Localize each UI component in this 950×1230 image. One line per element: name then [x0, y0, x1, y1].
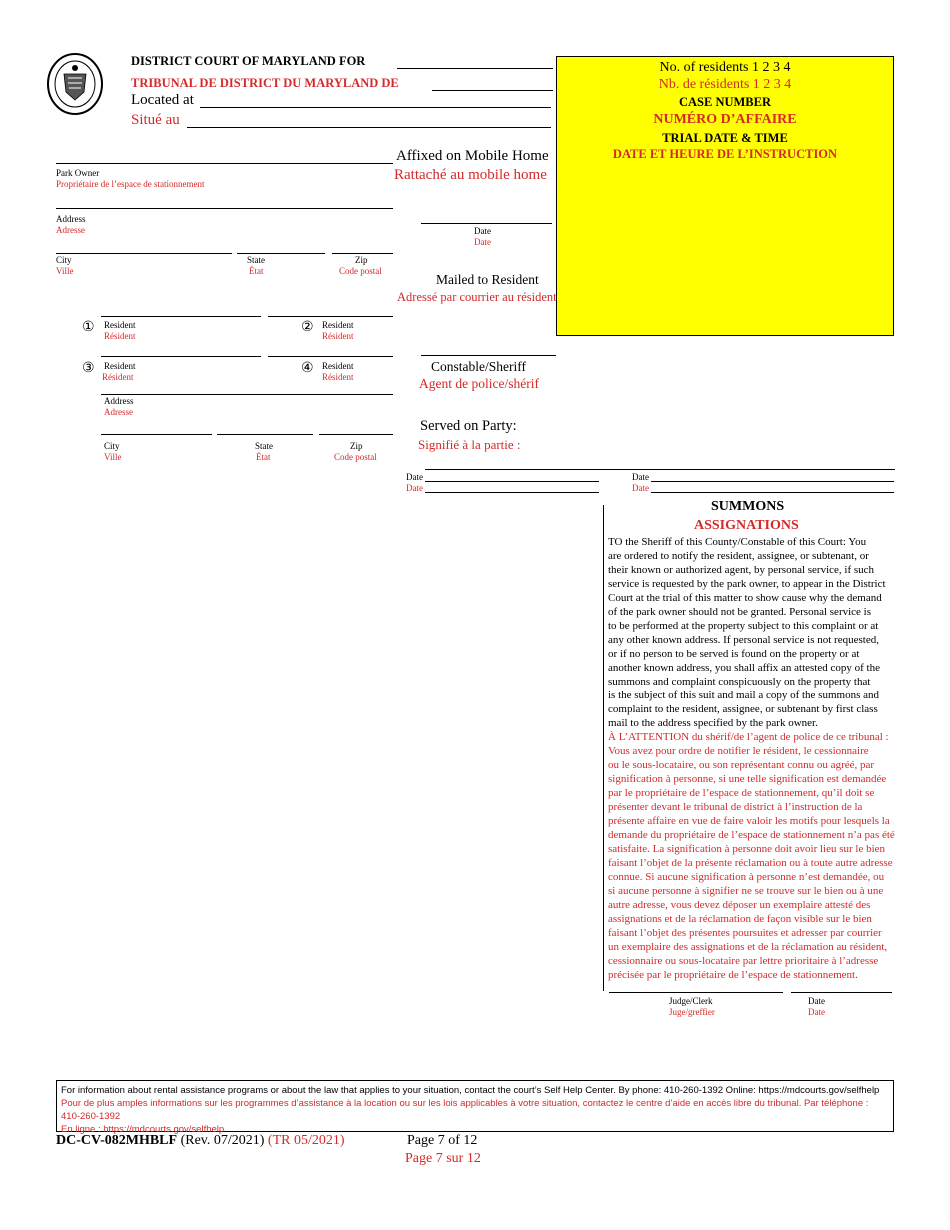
resident-city-line[interactable] — [101, 434, 212, 435]
served-date-label-2: Date — [632, 472, 649, 482]
served-label: Served on Party: — [420, 418, 517, 434]
case-number-label-fr: NUMÉRO D’AFFAIRE — [653, 112, 797, 127]
summons-text-fr — [608, 731, 898, 982]
resident-3-label: Resident — [104, 361, 136, 371]
mailed-label-fr: Adressé par courrier au résident — [397, 290, 557, 304]
summons-fr-line: demande du propriétaire de l’espace de stationnement n’a pas été — [608, 829, 895, 842]
resident-state-label-fr: État — [256, 452, 271, 462]
served-date-label-2-fr: Date — [632, 483, 649, 493]
park-owner-label-fr: Propriétaire de l’espace de stationnement — [56, 179, 205, 189]
located-fr-line[interactable] — [187, 127, 551, 128]
located-fr: Situé au — [131, 112, 180, 128]
resident-state-line[interactable] — [217, 434, 313, 435]
summons-en-line: are ordered to notify the resident, assignee, or subtenant, or — [608, 549, 869, 562]
resident-4-line[interactable] — [268, 356, 393, 357]
summons-en-line: Court at the trial of this matter to show cause why the demand — [608, 591, 882, 604]
summons-fr-line: si aucune personne à signifier ne se trouve sur le bien ou à une — [608, 884, 884, 897]
park-owner-state-label: State — [247, 255, 265, 265]
summons-en-line: complaint to the resident, assignee, or subtenant by first class — [608, 703, 878, 716]
self-help-info-fr: Pour de plus amples informations sur les programmes d’assistance à la location ou sur les lois applicables à votre situation, contactez le centre d’aide en accès libre du tribunal. Par téléphone : 410-260-1392 — [61, 1098, 869, 1122]
summons-fr-line: un exemplaire des assignations et de la réclamation au résident, — [608, 940, 888, 953]
constable-label-fr: Agent de police/shérif — [419, 376, 539, 391]
mailed-label: Mailed to Resident — [436, 272, 539, 287]
self-help-info-fr-online: En ligne : https://mdcourts.gov/selfhelp — [61, 1124, 225, 1135]
resident-4-label-fr: Résident — [322, 372, 354, 382]
summons-fr-line: À L’ATTENTION du shérif/de l’agent de police de ce tribunal : — [608, 731, 889, 744]
trial-date-label: TRIAL DATE & TIME — [662, 131, 788, 145]
resident-3-label-fr: Résident — [102, 372, 134, 382]
summons-title: SUMMONS — [711, 499, 785, 514]
park-owner-state-line[interactable] — [237, 253, 325, 254]
affixed-date-label: Date — [474, 226, 491, 236]
constable-label: Constable/Sheriff — [431, 359, 526, 374]
summons-en-line: mail to the address specified by the park owner. — [608, 717, 818, 730]
summons-en-line: of the park owner should not be granted. Personal service is — [608, 605, 872, 618]
residents-count-fr: Nb. de résidents 1 2 3 4 — [658, 77, 792, 92]
resident-2-label-fr: Résident — [322, 331, 354, 341]
form-tr: (TR 05/2021) — [267, 1133, 345, 1148]
form-id-line — [56, 1133, 345, 1149]
judge-line[interactable] — [609, 992, 783, 993]
located-line[interactable] — [200, 107, 551, 108]
judge-date-line[interactable] — [791, 992, 892, 993]
court-name-line[interactable] — [397, 68, 553, 69]
resident-address-label-fr: Adresse — [104, 407, 133, 417]
served-date-line-1b[interactable] — [425, 492, 599, 493]
park-owner-zip-line[interactable] — [332, 253, 393, 254]
summons-fr-line: présenter devant le tribunal de district à l’instruction de la — [608, 801, 863, 814]
judge-date-label-fr: Date — [808, 1007, 825, 1017]
resident-2-line[interactable] — [268, 316, 393, 317]
residents-count-en[interactable]: No. of residents 1 2 3 4 — [659, 60, 791, 75]
case-info-box — [556, 56, 894, 336]
summons-fr-line: connue. Si aucune signification à personne n’est demandée, ou — [608, 870, 885, 883]
summons-text-en — [608, 536, 898, 731]
resident-city-label: City — [104, 441, 120, 451]
case-number-label: CASE NUMBER — [678, 95, 772, 109]
summons-en-line: their known or authorized agent, by personal service, if such — [608, 563, 875, 576]
self-help-info-en: For information about rental assistance programs or about the law that applies to your situation, contact the court’s Self Help Center. By phone: 410-260-1392 Online: https://mdcourts.gov/selfhelp — [61, 1085, 880, 1096]
summons-fr-line: signification à personne, si une telle signification est demandée — [608, 773, 887, 786]
summons-fr-line: faisant l’objet des présentes poursuites et adresser par courrier — [608, 926, 882, 939]
resident-address-line[interactable] — [101, 394, 393, 395]
page-number: Page 7 of 12 — [407, 1133, 478, 1148]
resident-1-line[interactable] — [101, 316, 261, 317]
summons-fr-line: ou le sous-locataire, ou son représentant connu ou agréé, par — [608, 759, 875, 772]
form-id: DC-CV-082MHBLF — [56, 1133, 178, 1148]
summons-en-line: is the subject of this suit and mail a copy of the summons and — [608, 689, 879, 702]
affixed-label: Affixed on Mobile Home — [396, 148, 549, 164]
summons-en-line: TO the Sheriff of this County/Constable of this Court: You — [608, 536, 867, 548]
resident-1-number: ① — [82, 318, 95, 334]
resident-4-label: Resident — [322, 361, 354, 371]
summons-en-line: any other known address. If personal service is not requested, — [608, 633, 879, 646]
summons-fr-line: précisée par le propriétaire de l’espace de stationnement. — [608, 968, 858, 981]
affixed-date-line[interactable] — [421, 223, 552, 224]
resident-2-label: Resident — [322, 320, 354, 330]
park-owner-line[interactable] — [56, 163, 393, 164]
served-date-line-2[interactable] — [651, 481, 894, 482]
resident-zip-label-fr: Code postal — [334, 452, 377, 462]
judge-label-fr: Juge/greffier — [669, 1007, 715, 1017]
resident-city-label-fr: Ville — [104, 452, 122, 462]
summons-fr-line: satisfaite. La signification à personne doit avoir lieu sur le bien — [608, 842, 886, 855]
summons-fr-line: assignations et de la réclamation de façon visible sur le bien — [608, 912, 872, 925]
summons-en-line: or if no person to be served is found on the property or at — [608, 647, 860, 660]
summons-fr-line: Vous avez pour ordre de notifier le résident, le cessionnaire — [608, 745, 869, 758]
resident-1-label-fr: Résident — [104, 331, 136, 341]
summons-en-line: to be performed at the property subject to this complaint or at — [608, 619, 879, 632]
park-owner-city-label: City — [56, 255, 72, 265]
served-label-fr: Signifié à la partie : — [418, 437, 521, 452]
park-owner-address-label-fr: Adresse — [56, 225, 85, 235]
resident-4-number: ④ — [301, 359, 314, 375]
resident-state-label: State — [255, 441, 273, 451]
constable-line[interactable] — [421, 355, 556, 356]
summons-fr-line: présente affaire en vue de faire valoir les motifs pour lesquels la — [608, 815, 890, 828]
served-date-label-1: Date — [406, 472, 423, 482]
served-date-line-1[interactable] — [425, 481, 599, 482]
served-date-label-1-fr: Date — [406, 483, 423, 493]
self-help-info-box — [56, 1080, 894, 1135]
affixed-label-fr: Rattaché au mobile home — [394, 167, 547, 183]
summons-fr-line: par le propriétaire de l’espace de stationnement, qu’il doit se — [608, 787, 875, 800]
located-en: Located at — [131, 92, 194, 108]
court-name-fr-line[interactable] — [432, 90, 553, 91]
judge-date-label: Date — [808, 996, 825, 1006]
court-name-fr: TRIBUNAL DE DISTRICT DU MARYLAND DE — [131, 76, 399, 90]
park-owner-zip-label-fr: Code postal — [339, 266, 382, 276]
park-owner-address-label: Address — [56, 214, 86, 224]
served-date-line-2b[interactable] — [651, 492, 894, 493]
affixed-date-label-fr: Date — [474, 237, 491, 247]
resident-3-line[interactable] — [101, 356, 261, 357]
trial-date-label-fr: DATE ET HEURE DE L’INSTRUCTION — [612, 147, 838, 161]
summons-body — [608, 536, 898, 983]
summons-fr-line: faisant l’objet de la présente réclamation ou à toute autre adresse — [608, 856, 893, 869]
park-owner-zip-label: Zip — [355, 255, 368, 265]
summons-border — [603, 505, 604, 991]
form-rev: (Rev. 07/2021) — [180, 1133, 265, 1148]
summons-fr-line: cessionnaire ou sous-locataire par lettre prioritaire à l’adresse — [608, 954, 879, 967]
resident-address-label: Address — [104, 396, 134, 406]
served-line[interactable] — [425, 469, 895, 470]
resident-2-number: ② — [301, 318, 314, 334]
court-name-en: DISTRICT COURT OF MARYLAND FOR — [131, 54, 366, 68]
summons-en-line: another known address, you shall affix an attested copy of the — [608, 661, 880, 674]
resident-3-number: ③ — [82, 359, 95, 375]
summons-en-line: service is requested by the park owner, to appear in the District — [608, 577, 886, 590]
court-seal-logo — [46, 52, 104, 116]
summons-title-fr: ASSIGNATIONS — [694, 518, 799, 533]
page-number-fr: Page 7 sur 12 — [405, 1151, 481, 1166]
park-owner-address-line[interactable] — [56, 208, 393, 209]
park-owner-city-label-fr: Ville — [56, 266, 74, 276]
park-owner-label: Park Owner — [56, 168, 100, 178]
summons-en-line: summons and complaint conspicuously on the property that — [608, 675, 871, 688]
park-owner-state-label-fr: État — [249, 266, 264, 276]
summons-fr-line: autre adresse, vous devez déposer un exemplaire attesté des — [608, 898, 871, 911]
resident-zip-line[interactable] — [319, 434, 393, 435]
park-owner-city-line[interactable] — [56, 253, 232, 254]
resident-zip-label: Zip — [350, 441, 363, 451]
resident-1-label: Resident — [104, 320, 136, 330]
judge-label: Judge/Clerk — [669, 996, 713, 1006]
